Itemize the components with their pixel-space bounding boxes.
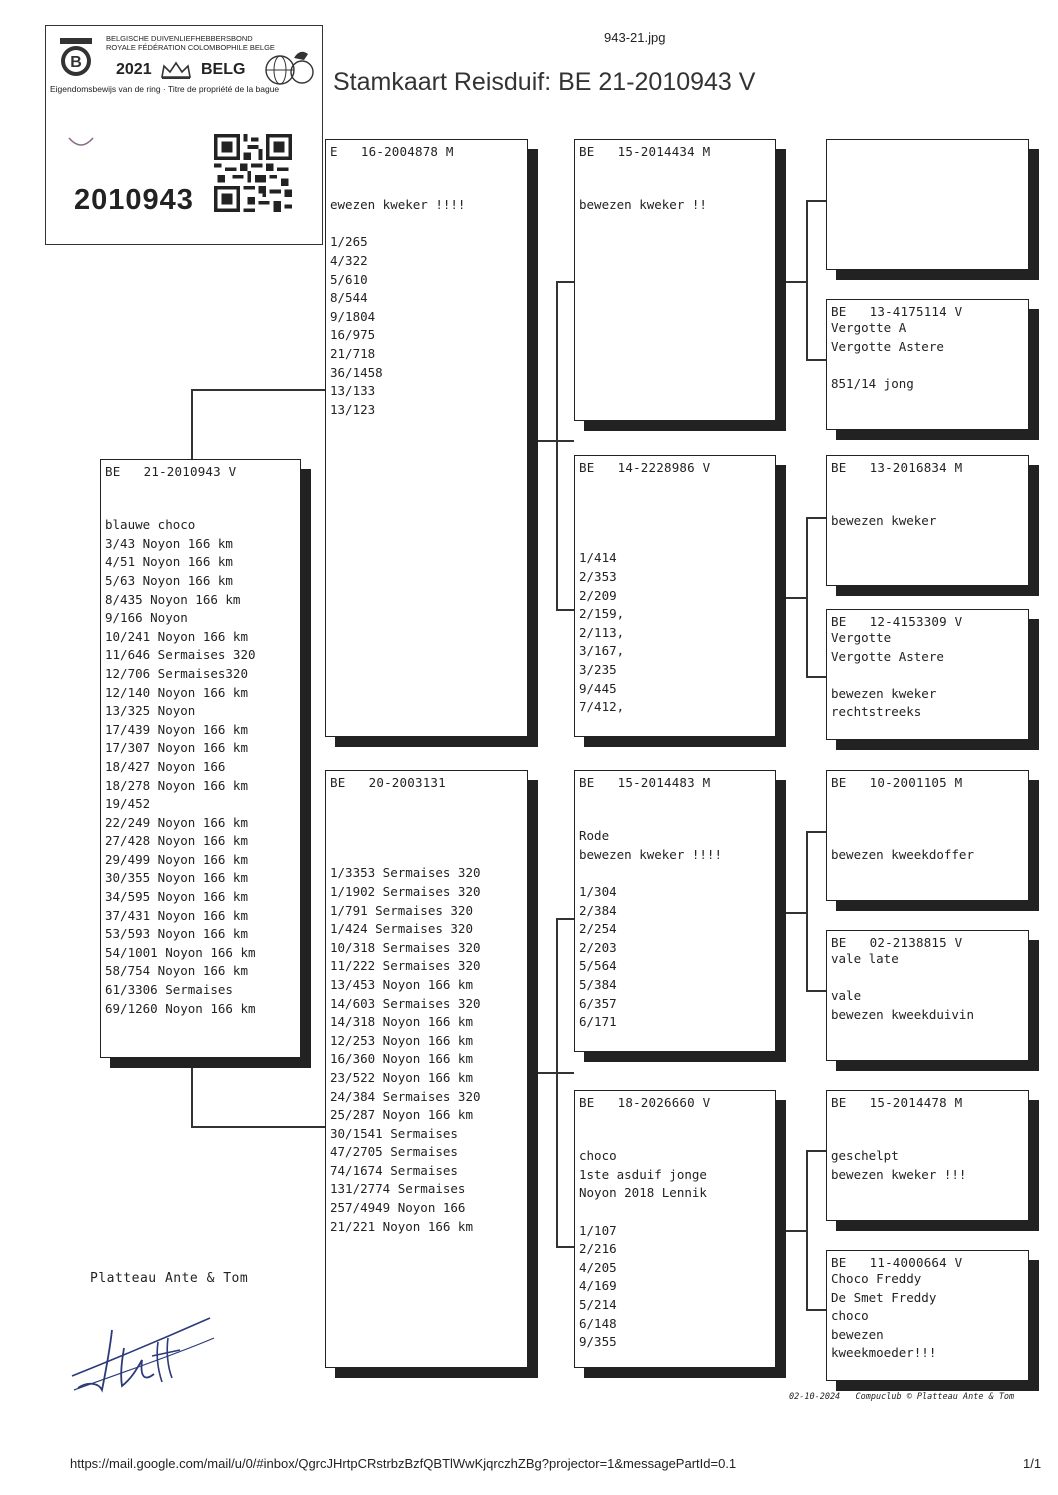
pigeon-details [831, 1270, 1024, 1363]
connector-line [806, 1150, 826, 1152]
detail-line: 3/235 [579, 661, 617, 677]
detail-line: 257/4949 Noyon 166 [330, 1200, 466, 1216]
connector-line [786, 1230, 807, 1232]
detail-line: 1/791 Sermaises 320 [330, 902, 473, 918]
detail-line: Vergotte A [831, 320, 907, 335]
source-url[interactable]: https://mail.google.com/mail/u/0/#inbox/QgrcJHrtpCRstrbzBzfQBTlWwKjqrczhZBg?projector=1&messagePartId=0.1 [70, 1456, 737, 1471]
ggp-box-1 [826, 139, 1029, 270]
detail-line: 27/428 Noyon 166 km [105, 833, 248, 849]
ring-number: BE 18-2026660 V [579, 1095, 711, 1110]
detail-line: 4/169 [579, 1278, 617, 1294]
detail-line: 4/322 [330, 252, 368, 268]
detail-line: Choco Freddy [831, 1271, 922, 1286]
detail-line [330, 846, 523, 865]
detail-line: 30/1541 Sermaises [330, 1125, 458, 1141]
detail-line: bewezen kweker [831, 685, 937, 701]
pigeon-details [579, 475, 771, 717]
detail-line: 30/355 Noyon 166 km [105, 870, 248, 886]
detail-line: bewezen kweker !!!! [579, 846, 722, 862]
detail-line: 1ste asduif jonge [579, 1166, 707, 1182]
dam-box [325, 770, 528, 1368]
detail-line: 9/355 [579, 1334, 617, 1350]
connector-line [786, 912, 807, 914]
detail-line: 131/2774 Sermaises [330, 1181, 466, 1197]
detail-line: 21/718 [330, 345, 376, 361]
ggp-box-6 [826, 930, 1029, 1061]
connector-line [806, 990, 826, 992]
connector-line [806, 517, 826, 519]
detail-line: 13/123 [330, 401, 376, 417]
pigeon-details [831, 950, 1024, 1024]
detail-line [831, 494, 1024, 513]
detail-line [831, 790, 1024, 809]
signature-icon [62, 1290, 232, 1400]
ring-number: BE 21-2010943 V [105, 464, 237, 479]
detail-line: 3/167, [579, 643, 625, 659]
connector-line [556, 281, 574, 283]
detail-line: 18/278 Noyon 166 km [105, 777, 248, 793]
ring-number: BE 20-2003131 [330, 775, 446, 790]
stamp-mark-icon [66, 134, 96, 150]
detail-line [831, 356, 1024, 375]
connector-line [806, 1309, 826, 1311]
pigeon-details [831, 1110, 1024, 1184]
qr-code-icon [214, 134, 292, 212]
svg-text:B: B [70, 54, 82, 71]
detail-line: 2/203 [579, 939, 617, 955]
org-name: BELGISCHE DUIVENLIEFHEBBERSBOND ROYALE FÉDÉRATION COLOMBOPHILE BELGE [106, 34, 275, 52]
detail-line: vale late [831, 951, 899, 966]
detail-line [579, 159, 771, 178]
detail-line: 16/975 [330, 327, 376, 343]
connector-line [556, 918, 574, 920]
detail-line: 25/287 Noyon 166 km [330, 1107, 473, 1123]
detail-line: vale [831, 988, 862, 1004]
detail-line: 13/325 Noyon [105, 703, 196, 719]
detail-line [579, 178, 771, 197]
detail-line: 2/384 [579, 902, 617, 918]
pigeon-details [579, 1110, 771, 1352]
detail-line: 10/318 Sermaises 320 [330, 939, 481, 955]
ring-number: BE 15-2014478 M [831, 1095, 963, 1110]
connector-line [786, 281, 807, 283]
detail-line: 5/63 Noyon 166 km [105, 572, 233, 588]
detail-line: 13/133 [330, 383, 376, 399]
detail-line [579, 494, 771, 513]
ring-number: BE 15-2014434 M [579, 144, 711, 159]
pigeon-details [579, 159, 771, 215]
connector-line [806, 831, 826, 833]
pigeon-details [330, 790, 523, 1236]
detail-line: geschelpt [831, 1148, 899, 1164]
detail-line: 9/166 Noyon [105, 610, 188, 626]
federation-logo-icon [56, 36, 96, 78]
grandsire-paternal-box [574, 139, 776, 421]
crown-icon [159, 60, 193, 80]
connector-line [806, 200, 826, 202]
connector-line [191, 1062, 193, 1126]
pigeon-details [831, 475, 1024, 531]
pigeon-details [831, 629, 1024, 722]
connector-line [806, 517, 808, 676]
detail-line: 16/360 Noyon 166 km [330, 1051, 473, 1067]
detail-line: bewezen kweekdoffer [831, 846, 974, 862]
ggp-box-2 [826, 299, 1029, 430]
detail-line [579, 1203, 771, 1222]
detail-line [831, 1129, 1024, 1148]
detail-line: 1/1902 Sermaises 320 [330, 883, 481, 899]
detail-line: 12/253 Noyon 166 km [330, 1032, 473, 1048]
detail-line: Vergotte [831, 630, 892, 645]
detail-line: 11/646 Sermaises 320 [105, 647, 256, 663]
detail-line: 2/353 [579, 568, 617, 584]
sire-box [325, 139, 528, 737]
detail-line [579, 531, 771, 550]
connector-line [786, 597, 807, 599]
detail-line [330, 809, 523, 828]
subject-pigeon-box [100, 459, 301, 1058]
ggp-box-7 [826, 1090, 1029, 1221]
detail-line: 1/3353 Sermaises 320 [330, 865, 481, 881]
ring-number: BE 15-2014483 M [579, 775, 711, 790]
detail-line: Noyon 2018 Lennik [579, 1185, 707, 1201]
detail-line: 2/216 [579, 1241, 617, 1257]
detail-line: 19/452 [105, 796, 151, 812]
detail-line: bewezen kweker !!! [831, 1166, 967, 1182]
detail-line: 12/706 Sermaises320 [105, 665, 248, 681]
detail-line [105, 498, 296, 517]
ring-number: E 16-2004878 M [330, 144, 454, 159]
detail-line: 2/254 [579, 921, 617, 937]
ring-country: BELG [201, 61, 246, 78]
detail-line: 58/754 Noyon 166 km [105, 963, 248, 979]
detail-line: 36/1458 [330, 364, 383, 380]
detail-line: 1/265 [330, 234, 368, 250]
detail-line: 4/51 Noyon 166 km [105, 554, 233, 570]
ring-number: BE 11-4000664 V [831, 1255, 963, 1270]
connector-line [556, 281, 558, 609]
granddam-paternal-box [574, 455, 776, 737]
detail-line: 3/43 Noyon 166 km [105, 535, 233, 551]
granddam-maternal-box [574, 1090, 776, 1368]
detail-line: Vergotte Astere [831, 648, 944, 664]
detail-line [831, 809, 1024, 828]
detail-line [831, 475, 1024, 494]
ring-number: BE 14-2228986 V [579, 460, 711, 475]
detail-line: 9/1804 [330, 308, 376, 324]
connector-line [556, 1246, 574, 1248]
detail-line: bewezen [831, 1326, 884, 1342]
detail-line [579, 512, 771, 531]
detail-line: 24/384 Sermaises 320 [330, 1088, 481, 1104]
detail-line: 5/610 [330, 271, 368, 287]
pigeon-details [831, 790, 1024, 864]
detail-line [330, 827, 523, 846]
detail-line [579, 1129, 771, 1148]
detail-line: 6/171 [579, 1014, 617, 1030]
detail-line: 6/148 [579, 1315, 617, 1331]
detail-line [330, 159, 523, 178]
detail-line: 14/318 Noyon 166 km [330, 1014, 473, 1030]
globe-pigeon-icon [256, 46, 318, 86]
detail-line [831, 1110, 1024, 1129]
pigeon-details [579, 790, 771, 1032]
detail-line: 2/209 [579, 587, 617, 603]
connector-line [556, 609, 574, 611]
detail-line: 2/113, [579, 624, 625, 640]
ggp-box-3 [826, 455, 1029, 586]
ring-number: BE 10-2001105 M [831, 775, 963, 790]
detail-line: 1/304 [579, 883, 617, 899]
detail-line [579, 1110, 771, 1129]
connector-line [806, 676, 826, 678]
footer-note: 02-10-2024 Compuclub © Platteau Ante & Tom [789, 1392, 1015, 1402]
ggp-box-5 [826, 770, 1029, 901]
connector-line [806, 831, 808, 990]
detail-line: 29/499 Noyon 166 km [105, 851, 248, 867]
page-count: 1/1 [1023, 1456, 1042, 1471]
connector-line [806, 200, 808, 359]
ring-number: BE 02-2138815 V [831, 935, 963, 950]
detail-line: 10/241 Noyon 166 km [105, 628, 248, 644]
connector-line [191, 1126, 326, 1128]
detail-line: 23/522 Noyon 166 km [330, 1069, 473, 1085]
detail-line [831, 666, 1024, 685]
connector-line [806, 1150, 808, 1309]
detail-line [831, 827, 1024, 846]
ring-year: 2021 [116, 61, 152, 78]
detail-line: 1/414 [579, 550, 617, 566]
detail-line [330, 215, 523, 234]
owner-name: Platteau Ante & Tom [90, 1271, 249, 1286]
detail-line [330, 790, 523, 809]
detail-line: 74/1674 Sermaises [330, 1162, 458, 1178]
detail-line: rechtstreeks [831, 704, 922, 720]
detail-line: 1/424 Sermaises 320 [330, 921, 473, 937]
detail-line [330, 178, 523, 197]
detail-line: 8/435 Noyon 166 km [105, 591, 241, 607]
pigeon-details [330, 159, 523, 419]
page-title: Stamkaart Reisduif: BE 21-2010943 V [333, 68, 756, 96]
detail-line [579, 790, 771, 809]
detail-line: bewezen kweker [831, 513, 937, 529]
detail-line: kweekmoeder!!! [831, 1345, 937, 1361]
detail-line: 21/221 Noyon 166 km [330, 1218, 473, 1234]
ggp-box-4 [826, 609, 1029, 740]
detail-line: 4/205 [579, 1259, 617, 1275]
connector-line [556, 918, 558, 1246]
detail-line: 6/357 [579, 995, 617, 1011]
detail-line: 14/603 Sermaises 320 [330, 995, 481, 1011]
detail-line: 17/307 Noyon 166 km [105, 740, 248, 756]
detail-line: 8/544 [330, 290, 368, 306]
connector-line [191, 389, 326, 391]
detail-line [579, 864, 771, 883]
detail-line: 61/3306 Sermaises [105, 982, 233, 998]
detail-line: 53/593 Noyon 166 km [105, 926, 248, 942]
grandsire-maternal-box [574, 770, 776, 1052]
detail-line: choco [579, 1148, 617, 1164]
ring-card [45, 25, 323, 245]
detail-line: 37/431 Noyon 166 km [105, 907, 248, 923]
detail-line [579, 809, 771, 828]
detail-line [579, 475, 771, 494]
detail-line: 13/453 Noyon 166 km [330, 976, 473, 992]
detail-line: Rode [579, 828, 610, 844]
detail-line: 22/249 Noyon 166 km [105, 814, 248, 830]
ring-number: BE 12-4153309 V [831, 614, 963, 629]
connector-line [191, 389, 193, 460]
detail-line: 5/564 [579, 958, 617, 974]
detail-line: 69/1260 Noyon 166 km [105, 1000, 256, 1016]
detail-line: 47/2705 Sermaises [330, 1144, 458, 1160]
detail-line: 9/445 [579, 680, 617, 696]
ggp-box-8 [826, 1250, 1029, 1381]
detail-line: 18/427 Noyon 166 [105, 758, 226, 774]
detail-line: 54/1001 Noyon 166 km [105, 944, 256, 960]
detail-line: blauwe choco [105, 517, 196, 533]
detail-line: 34/595 Noyon 166 km [105, 889, 248, 905]
ring-number: BE 13-4175114 V [831, 304, 963, 319]
detail-line: 17/439 Noyon 166 km [105, 721, 248, 737]
detail-line: bewezen kweker !! [579, 197, 707, 213]
detail-line: choco [831, 1308, 869, 1324]
detail-line: 2/159, [579, 606, 625, 622]
detail-line: 5/214 [579, 1296, 617, 1312]
pigeon-details [831, 319, 1024, 393]
ring-number: BE 13-2016834 M [831, 460, 963, 475]
detail-line: 851/14 jong [831, 375, 914, 391]
filename: 943-21.jpg [604, 30, 666, 45]
detail-line: 1/107 [579, 1222, 617, 1238]
property-text: Eigendomsbewijs van de ring · Titre de propriété de la bague [50, 84, 280, 94]
pigeon-details [105, 479, 296, 1018]
detail-line: Vergotte Astere [831, 338, 944, 354]
detail-line: ewezen kweker !!!! [330, 197, 466, 213]
detail-line: 5/384 [579, 976, 617, 992]
detail-line: 12/140 Noyon 166 km [105, 684, 248, 700]
detail-line: 11/222 Sermaises 320 [330, 958, 481, 974]
detail-line: De Smet Freddy [831, 1289, 937, 1305]
detail-line [831, 969, 1024, 988]
detail-line: 7/412, [579, 699, 625, 715]
connector-line [806, 359, 826, 361]
ring-number: 2010943 [74, 184, 194, 216]
detail-line: bewezen kweekduivin [831, 1006, 974, 1022]
detail-line [105, 479, 296, 498]
